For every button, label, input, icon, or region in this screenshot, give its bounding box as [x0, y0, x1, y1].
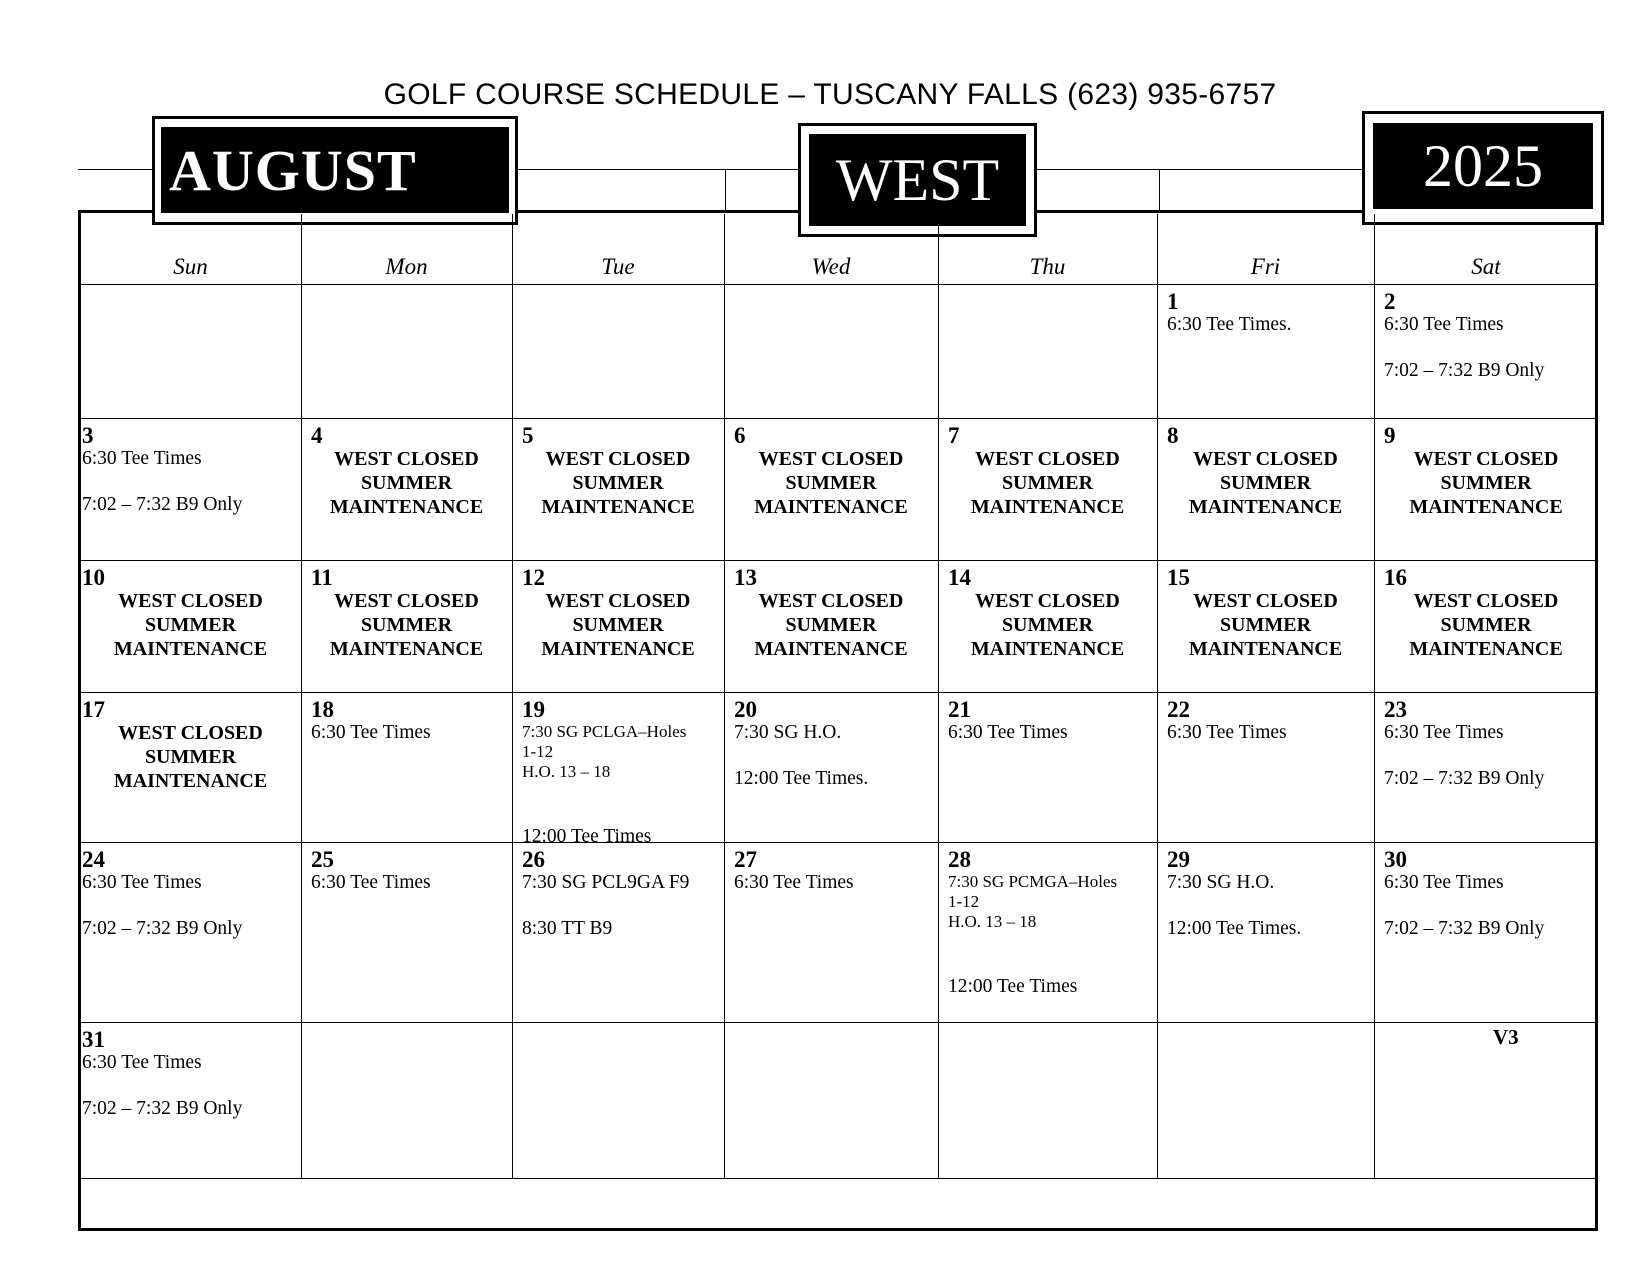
day-number: 3: [82, 423, 94, 448]
row-rule: [80, 560, 1598, 561]
schedule-entry: 6:30 Tee Times.: [1167, 314, 1292, 335]
closed-notice: SUMMER: [360, 614, 453, 636]
course-label: WEST: [835, 146, 1000, 213]
schedule-entry: 12:00 Tee Times.: [1167, 918, 1302, 939]
year-label: 2025: [1423, 132, 1543, 199]
day-number: 7: [948, 423, 960, 448]
schedule-entry: H.O. 13 – 18: [522, 762, 611, 781]
row-rule: [80, 1022, 1598, 1023]
day-number: 26: [522, 847, 545, 872]
day-number: 8: [1167, 423, 1179, 448]
closed-notice: MAINTENANCE: [329, 496, 484, 518]
weekday-header: Wed: [811, 254, 851, 279]
day-number: 14: [948, 565, 971, 590]
header-divider-fri: [1159, 169, 1160, 213]
closed-notice: WEST CLOSED: [1413, 590, 1559, 612]
page-title: GOLF COURSE SCHEDULE – TUSCANY FALLS (623) 935-6757: [383, 78, 1277, 111]
schedule-entry: 6:30 Tee Times: [1384, 722, 1504, 743]
day-cell: [522, 697, 724, 847]
day-cell: [522, 847, 724, 1021]
closed-notice: SUMMER: [1440, 614, 1532, 636]
schedule-entry: 7:30 SG H.O.: [1167, 872, 1275, 893]
schedule-entry: 1-12: [948, 892, 980, 911]
day-cell: [311, 697, 512, 841]
day-cell: [82, 1027, 301, 1177]
column-rule: [301, 214, 302, 1178]
closed-notice: WEST CLOSED: [334, 590, 479, 612]
month-box: [152, 116, 518, 225]
schedule-entry: 7:30 SG PCL9GA F9: [522, 872, 690, 893]
schedule-entry: 6:30 Tee Times: [82, 1052, 202, 1073]
day-number: 23: [1384, 697, 1407, 722]
closed-notice: SUMMER: [572, 472, 664, 494]
closed-notice: MAINTENANCE: [1409, 638, 1563, 660]
schedule-entry: 6:30 Tee Times: [82, 448, 202, 469]
day-number: 1: [1167, 289, 1179, 314]
closed-notice: SUMMER: [144, 614, 237, 636]
schedule-entry: 7:02 – 7:32 B9 Only: [1384, 360, 1545, 381]
schedule-entry: 6:30 Tee Times: [82, 872, 202, 893]
header-divider-wed: [725, 169, 726, 213]
schedule-entry: H.O. 13 – 18: [948, 912, 1037, 931]
closed-notice: WEST CLOSED: [758, 448, 904, 470]
schedule-entry: 7:02 – 7:32 B9 Only: [82, 918, 243, 939]
day-cell: [1167, 423, 1374, 559]
day-cell: [1384, 289, 1598, 417]
schedule-entry: 7:30 SG PCLGA–Holes: [522, 722, 687, 741]
closed-notice: WEST CLOSED: [975, 590, 1120, 612]
schedule-entry: 8:30 TT B9: [522, 918, 613, 939]
closed-notice: SUMMER: [1001, 614, 1094, 636]
schedule-entry: 7:02 – 7:32 B9 Only: [82, 1098, 243, 1119]
day-cell: [522, 565, 724, 691]
day-number: 6: [734, 423, 746, 448]
schedule-entry: 12:00 Tee Times.: [734, 768, 869, 789]
day-cell: [948, 697, 1157, 841]
header-rule-mid-right: [1037, 169, 1362, 170]
closed-notice: MAINTENANCE: [970, 638, 1125, 660]
closed-notice: WEST CLOSED: [545, 448, 691, 470]
schedule-entry: 6:30 Tee Times: [948, 722, 1068, 743]
day-cell: [1384, 847, 1598, 1021]
day-cell: [82, 423, 301, 559]
day-number: 22: [1167, 697, 1190, 722]
closed-notice: MAINTENANCE: [1188, 638, 1343, 660]
schedule-entry: 6:30 Tee Times: [311, 722, 431, 743]
schedule-entry: 7:30 SG H.O.: [734, 722, 842, 743]
column-rule: [1374, 214, 1375, 1178]
closed-notice: WEST CLOSED: [334, 448, 479, 470]
day-cell: [1384, 423, 1598, 559]
closed-notice: MAINTENANCE: [541, 638, 695, 660]
day-cell: [734, 565, 938, 691]
schedule-entry: 12:00 Tee Times: [522, 826, 652, 847]
year-box: [1362, 111, 1604, 225]
schedule-entry: 1-12: [522, 742, 554, 761]
day-cell: [311, 565, 512, 691]
weekday-header: Mon: [385, 254, 428, 279]
month-label: AUGUST: [169, 137, 417, 203]
day-number: 20: [734, 697, 757, 722]
closed-notice: MAINTENANCE: [970, 496, 1125, 518]
closed-notice: WEST CLOSED: [975, 448, 1120, 470]
closed-notice: SUMMER: [360, 472, 453, 494]
day-cell: [734, 847, 938, 1021]
closed-notice: SUMMER: [1219, 472, 1312, 494]
closed-notice: WEST CLOSED: [1193, 590, 1338, 612]
closed-notice: MAINTENANCE: [113, 638, 268, 660]
day-number: 19: [522, 697, 545, 722]
closed-notice: WEST CLOSED: [545, 590, 691, 612]
column-rule: [512, 214, 513, 1178]
closed-notice: WEST CLOSED: [118, 722, 263, 744]
day-number: 21: [948, 697, 971, 722]
day-cell: [1384, 565, 1598, 691]
course-box: [798, 123, 1037, 237]
day-number: 31: [82, 1027, 105, 1052]
closed-notice: WEST CLOSED: [758, 590, 904, 612]
closed-notice: SUMMER: [144, 746, 237, 768]
closed-notice: WEST CLOSED: [118, 590, 263, 612]
day-cell: [522, 423, 724, 559]
day-cell: [734, 697, 938, 841]
schedule-entry: 6:30 Tee Times: [734, 872, 854, 893]
day-number: 2: [1384, 289, 1396, 314]
day-number: 27: [734, 847, 757, 872]
day-number: 13: [734, 565, 757, 590]
day-number: 9: [1384, 423, 1396, 448]
day-cell: [948, 847, 1157, 1021]
day-cell: [1167, 565, 1374, 691]
day-cell: [311, 423, 512, 559]
day-number: 12: [522, 565, 545, 590]
schedule-entry: 6:30 Tee Times: [1384, 314, 1504, 335]
day-number: 30: [1384, 847, 1407, 872]
schedule-entry: 7:30 SG PCMGA–Holes: [948, 872, 1118, 891]
day-cell: [82, 565, 301, 691]
day-number: 18: [311, 697, 334, 722]
day-cell: [1167, 697, 1374, 841]
day-cell: [948, 565, 1157, 691]
closed-notice: SUMMER: [1001, 472, 1094, 494]
row-rule: [80, 1178, 1598, 1179]
day-cell: [82, 847, 301, 1021]
closed-notice: MAINTENANCE: [541, 496, 695, 518]
closed-notice: SUMMER: [572, 614, 664, 636]
day-number: 16: [1384, 565, 1407, 590]
day-number: 15: [1167, 565, 1190, 590]
closed-notice: MAINTENANCE: [754, 638, 908, 660]
day-number: 17: [82, 697, 105, 722]
schedule-entry: 7:02 – 7:32 B9 Only: [1384, 768, 1545, 789]
day-number: 5: [522, 423, 534, 448]
schedule-entry: 6:30 Tee Times: [1167, 722, 1287, 743]
day-number: 10: [82, 565, 105, 590]
closed-notice: WEST CLOSED: [1193, 448, 1338, 470]
closed-notice: SUMMER: [1219, 614, 1312, 636]
closed-notice: SUMMER: [785, 472, 877, 494]
row-rule: [80, 418, 1598, 419]
closed-notice: MAINTENANCE: [329, 638, 484, 660]
day-number: 11: [311, 565, 333, 590]
weekday-header: Sun: [173, 254, 208, 279]
column-rule: [1157, 214, 1158, 1178]
day-number: 28: [948, 847, 971, 872]
weekday-header: Thu: [1029, 254, 1066, 279]
closed-notice: WEST CLOSED: [1413, 448, 1559, 470]
day-cell: [1167, 847, 1374, 1021]
day-number: 24: [82, 847, 105, 872]
closed-notice: MAINTENANCE: [1409, 496, 1563, 518]
day-cell: [948, 423, 1157, 559]
day-number: 25: [311, 847, 334, 872]
weekday-header: Sat: [1471, 254, 1501, 279]
day-cell: [1384, 697, 1598, 841]
closed-notice: SUMMER: [785, 614, 877, 636]
row-rule: [80, 842, 1598, 843]
schedule-entry: 6:30 Tee Times: [311, 872, 431, 893]
row-rule: [80, 284, 1598, 285]
closed-notice: SUMMER: [1440, 472, 1532, 494]
closed-notice: MAINTENANCE: [1188, 496, 1343, 518]
schedule-entry: 12:00 Tee Times: [948, 976, 1078, 997]
schedule-entry: 7:02 – 7:32 B9 Only: [1384, 918, 1545, 939]
weekday-header: Tue: [601, 254, 635, 279]
schedule-entry: 7:02 – 7:32 B9 Only: [82, 494, 243, 515]
day-cell: [734, 423, 938, 559]
row-rule: [80, 692, 1598, 693]
column-rule: [724, 214, 725, 1178]
day-cell: [82, 697, 301, 841]
header-rule-left: [78, 169, 152, 170]
day-number: 4: [311, 423, 323, 448]
closed-notice: MAINTENANCE: [754, 496, 908, 518]
header-rule-mid-left: [518, 169, 798, 170]
column-rule: [938, 214, 939, 1178]
schedule-entry: 6:30 Tee Times: [1384, 872, 1504, 893]
version-label: V3: [1493, 1025, 1519, 1049]
day-number: 29: [1167, 847, 1190, 872]
closed-notice: MAINTENANCE: [113, 770, 268, 792]
day-cell: [311, 847, 512, 1021]
day-cell: [1167, 289, 1374, 417]
weekday-header: Fri: [1250, 254, 1281, 279]
